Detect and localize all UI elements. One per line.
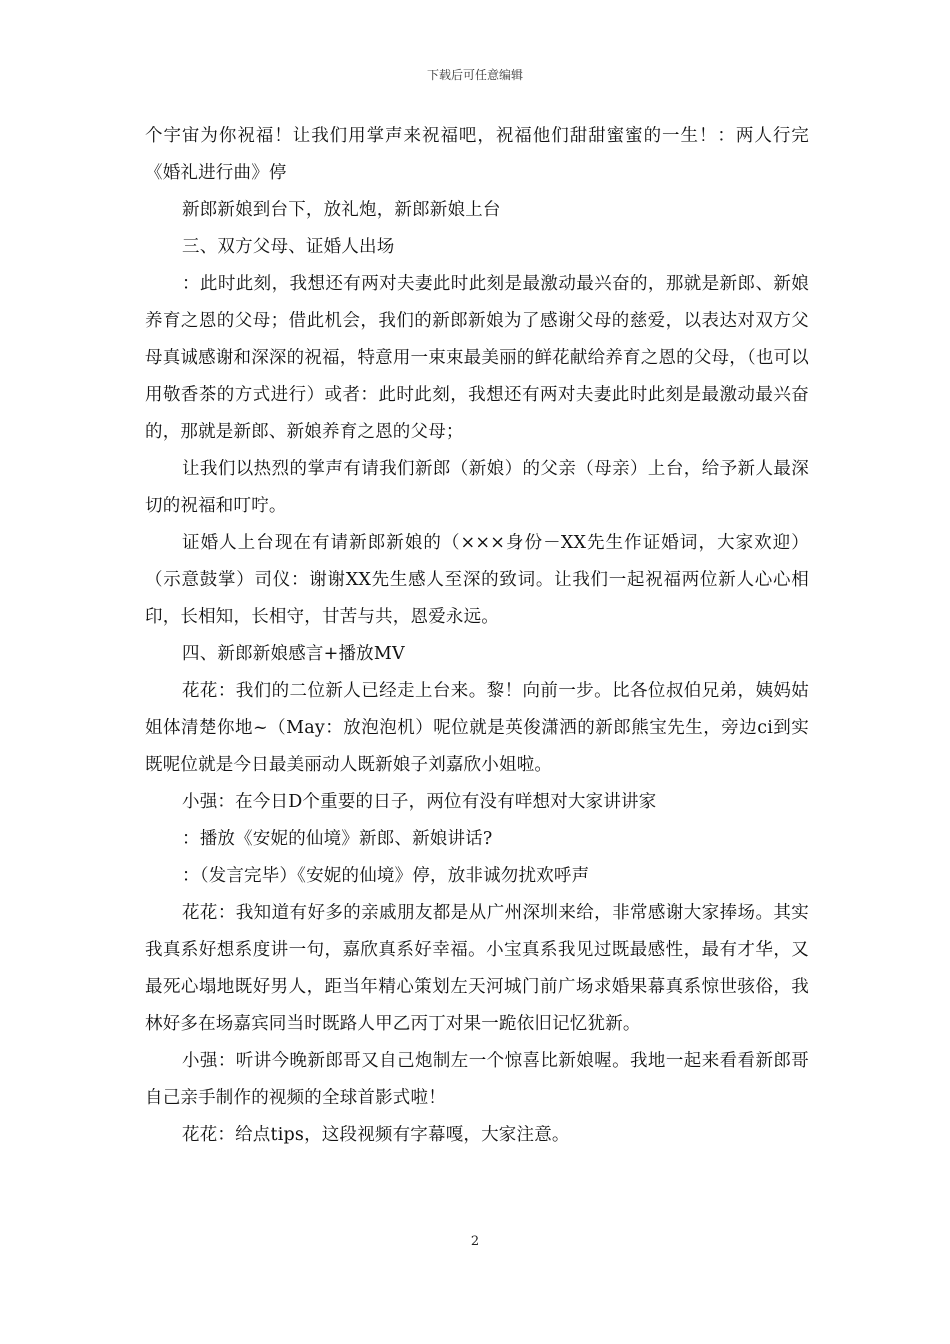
paragraph: 花花：我知道有好多的亲戚朋友都是从广州深圳来给，非常感谢大家捧场。其实我真系好想系度讲一句，嘉欣真系好幸福。小宝真系我见过既最感性，最有才华，又最死心塌地既好男人，距当年精心策划左天河城门前广场求婚果幕真系惊世骇俗，我林好多在场嘉宾同当时既路人甲乙丙丁对果一跪依旧记忆犹新。 (145, 903, 809, 1034)
paragraph: ：（发言完毕）《安妮的仙境》停，放非诚勿扰欢呼声 (182, 866, 590, 886)
page-header: 下载后可任意编辑 (426, 68, 523, 82)
paragraph: 让我们以热烈的掌声有请我们新郎（新娘）的父亲（母亲）上台，给予新人最深切的祝福和叮咛。 (145, 459, 809, 516)
paragraph: ：此时此刻，我想还有两对夫妻此时此刻是最激动最兴奋的，那就是新郎、新娘养育之恩的父母；借此机会，我们的新郎新娘为了感谢父母的慈爱，以表达对双方父母真诚感谢和深深的祝福，特意用一束束最美丽的鲜花献给养育之恩的父母，（也可以用敬香茶的方式进行）或者：此时此刻，我想还有两对夫妻此时此刻是最激动最兴奋的，那就是新郎、新娘养育之恩的父母； (145, 274, 809, 442)
paragraph: 个宇宙为你祝福！让我们用掌声来祝福吧，祝福他们甜甜蜜蜜的一生！：两人行完《婚礼进行曲》停 (145, 126, 809, 183)
section-heading: 三、双方父母、证婚人出场 (182, 237, 395, 257)
paragraph: 新郎新娘到台下，放礼炮，新郎新娘上台 (182, 200, 501, 220)
section-heading: 四、新郎新娘感言+播放MV (182, 644, 405, 664)
paragraph: 小强：在今日D个重要的日子，两位有没有咩想对大家讲讲家 (182, 792, 657, 812)
page-number: 2 (470, 1234, 480, 1249)
paragraph: 花花：我们的二位新人已经走上台来。黎！向前一步。比各位叔伯兄弟，姨妈姑姐体清楚你地~（May：放泡泡机）呢位就是英俊潇洒的新郎熊宝先生，旁边ci到实既呢位就是今日最美丽动人既新娘子刘嘉欣小姐啦。 (145, 681, 809, 775)
paragraph: 证婚人上台现在有请新郎新娘的（×××身份－XX先生作证婚词，大家欢迎）（示意鼓掌）司仪：谢谢XX先生感人至深的致词。让我们一起祝福两位新人心心相印，长相知，长相守，甘苦与共，恩爱永远。 (145, 533, 809, 627)
paragraph: 花花：给点tips，这段视频有字幕嘎，大家注意。 (182, 1125, 570, 1145)
paragraph: 小强：听讲今晚新郎哥又自己炮制左一个惊喜比新娘喔。我地一起来看看新郎哥自己亲手制作的视频的全球首影式啦！ (145, 1051, 809, 1108)
paragraph: ：播放《安妮的仙境》新郎、新娘讲话? (182, 829, 493, 849)
document-body (145, 118, 809, 1154)
